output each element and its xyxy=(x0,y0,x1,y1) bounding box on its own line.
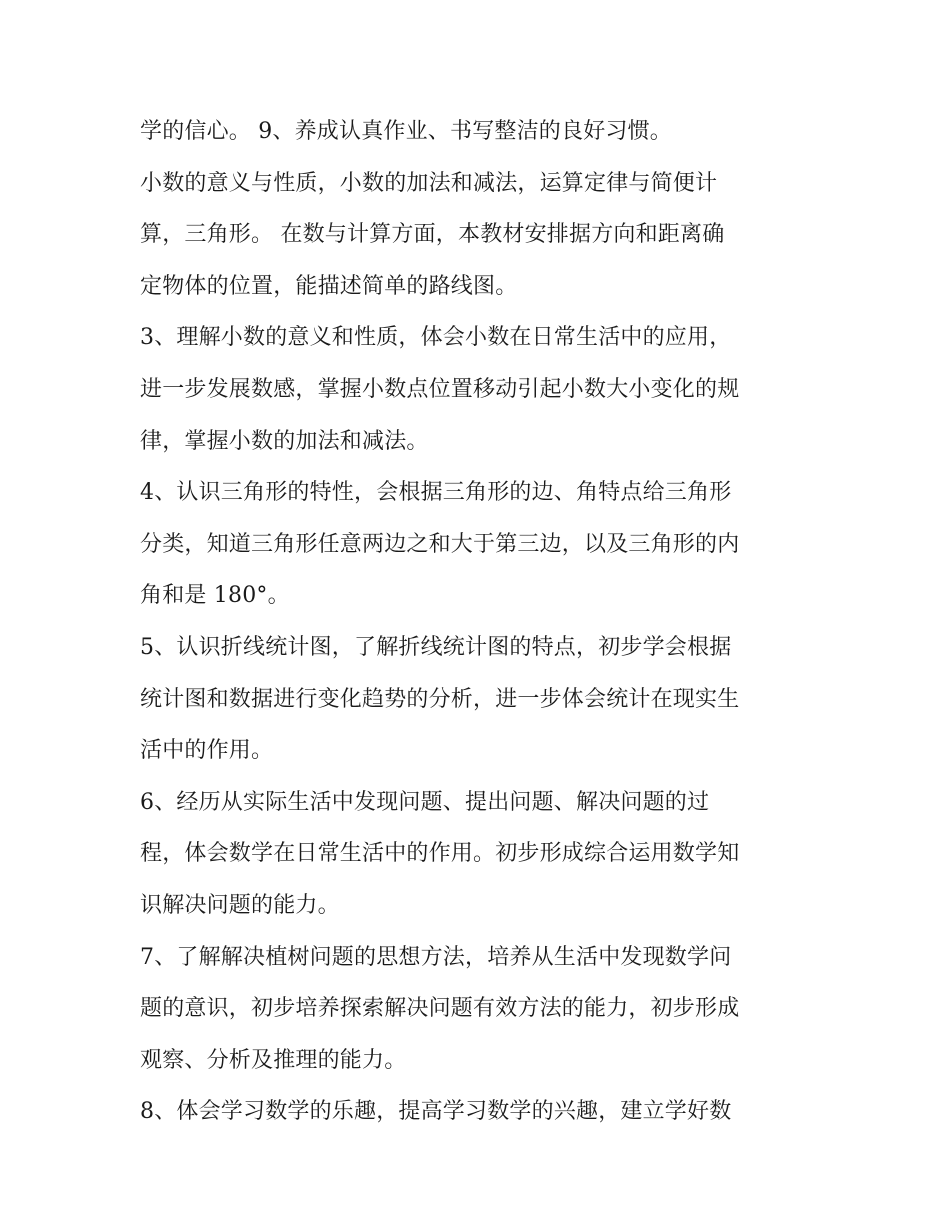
text-line: 算，三角形。 在数与计算方面，本教材安排据方向和距离确 xyxy=(140,222,725,248)
text-line: 学的信心。 9、养成认真作业、书写整洁的良好习惯。 xyxy=(140,119,672,144)
text-line: 7、了解解决植树问题的思想方法，培养从生活中发现数学问 xyxy=(140,944,732,970)
text-line: 程，体会数学在日常生活中的作用。初步形成综合运用数学知 xyxy=(140,841,740,867)
text-line: 统计图和数据进行变化趋势的分析，进一步体会统计在现实生 xyxy=(140,686,740,712)
text-line: 观察、分析及推理的能力。 xyxy=(140,1047,407,1073)
text-line: 8、体会学习数学的乐趣，提高学习数学的兴趣，建立学好数 xyxy=(140,1099,732,1125)
document-body xyxy=(140,106,820,1138)
text-line: 定物体的位置，能描述简单的路线图。 xyxy=(140,273,518,299)
text-line: 4、认识三角形的特性，会根据三角形的边、角特点给三角形 xyxy=(140,480,732,506)
text-line: 进一步发展数感，掌握小数点位置移动引起小数大小变化的规 xyxy=(140,376,740,402)
text-line: 5、认识折线统计图，了解折线统计图的特点，初步学会根据 xyxy=(140,634,732,660)
text-line: 6、经历从实际生活中发现问题、提出问题、解决问题的过 xyxy=(140,789,710,815)
text-line: 题的意识，初步培养探索解决问题有效方法的能力，初步形成 xyxy=(140,996,740,1022)
text-line: 分类，知道三角形任意两边之和大于第三边，以及三角形的内 xyxy=(140,531,740,557)
text-line: 识解决问题的能力。 xyxy=(140,892,340,918)
text-line: 3、理解小数的意义和性质，体会小数在日常生活中的应用， xyxy=(140,325,732,351)
text-line: 活中的作用。 xyxy=(140,738,274,764)
text-line: 小数的意义与性质，小数的加法和减法，运算定律与简便计 xyxy=(140,170,718,196)
text-line: 律，掌握小数的加法和减法。 xyxy=(140,428,429,454)
text-line: 角和是 180°。 xyxy=(140,583,290,609)
